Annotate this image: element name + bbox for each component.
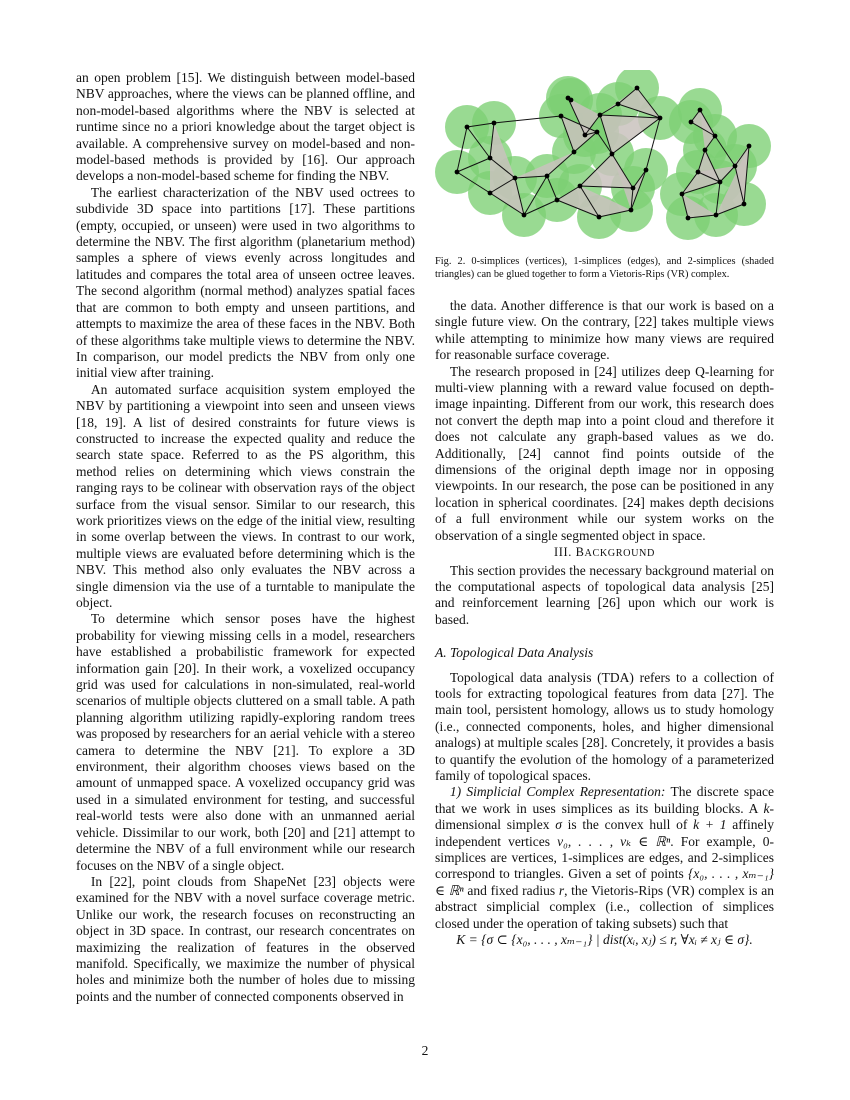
paragraph: Topological data analysis (TDA) refers to a collection of tools for extracting topological features from data [27]. The main tool, persistent homology, allows us to study homology (i.e., connected components, holes, and higher dimensional analogs) at multiple scales [28]. Concretely, it provides a basis to quantify the evolution of the homology of a parameterized family of topological spaces.	[435, 669, 774, 783]
zero-simplex-vertex	[492, 121, 497, 126]
zero-simplex-vertex	[598, 113, 603, 118]
zero-simplex-vertex	[742, 202, 747, 207]
zero-simplex-vertex	[597, 215, 602, 220]
zero-simplex-vertex	[559, 114, 564, 119]
zero-simplex-vertex	[595, 130, 600, 135]
zero-simplex-vertex	[714, 213, 719, 218]
paragraph	[435, 784, 774, 932]
figure-caption: Fig. 2. 0-simplices (vertices), 1-simplices (edges), and 2-simplices (shaded triangles) can be glued together to form a Vietoris-Rips (VR) complex.	[435, 256, 774, 280]
paragraph: An automated surface acquisition system employed the NBV by partitioning a viewpoint into seen and unseen views [18, 19]. A list of desired constraints for future views is constructed to increase the expected quality and reduce the search state space. Referred to as the PS algorithm, this method relies on determining which views constrain the ranging rays to be colinear with observation rays of the object surface from the visual sensor. Similar to our research, this work prioritizes views on the edge of the initial view, resulting in some overlap between the views. In contrast to our work, multiple views are evaluated before determining which is the NBV. This method also only evaluates the NBV across a single dimension via the use of a turntable to manipulate the object.	[76, 381, 415, 610]
text-run: is the convex hull of	[561, 817, 694, 833]
paragraph: In [22], point clouds from ShapeNet [23] objects were examined for the NBV with a novel surface coverage metric. Unlike our work, the research focuses on reconstructing an object in 3D space. In contrast, our research concentrates on maximizing the realization of features in the observed manifold. Specifically, we maximize the number of physical holes and minimize both the number of holes due to missing points and the number of connected components observed in	[76, 873, 415, 1004]
zero-simplex-vertex	[578, 184, 583, 189]
zero-simplex-vertex	[631, 186, 636, 191]
subsubsection-heading: 1) Simplicial Complex Representation:	[449, 784, 666, 800]
paragraph: the data. Another difference is that our work is based on a single future view. On the contrary, [22] takes multiple views while attempting to minimize how many views are required for reasonable surface coverage.	[435, 298, 774, 363]
text-run: . For example, 0-simplices are vertices, 1-simplices are edges, and 2-simplices correspond to triangles. Given a set of points	[435, 833, 774, 882]
figure-vr-complex	[435, 70, 774, 281]
zero-simplex-vertex	[555, 198, 560, 203]
zero-simplex-vertex	[686, 216, 691, 221]
zero-simplex-vertex	[522, 213, 527, 218]
math-k: k	[763, 800, 770, 816]
zero-simplex-vertex	[566, 96, 571, 101]
section-title-initial: B	[575, 545, 585, 560]
zero-simplex-vertex	[680, 192, 685, 197]
paragraph: The earliest characterization of the NBV used octrees to subdivide 3D space into partitions [17]. These partitions (empty, occupied, or unseen) were used in two algorithms to determine the NBV. The first algorithm (planetarium method) samples a sphere of views evenly across longitudes and latitudes and compares the total area of unseen octree leaves. The second algorithm (normal method) analyzes spatial faces that are common to both empty and unseen partitions, and attempts to maximize the area of these faces in the NBV. Both of these algorithms take multiple views to determine the NBV. In comparison, our model predicts the NBV from only one initial view after training.	[76, 184, 415, 381]
right-column	[435, 298, 774, 948]
text-run: The discrete space that we work in uses simplices as its building blocks. A	[435, 784, 774, 816]
zero-simplex-vertex	[629, 208, 634, 213]
left-column	[76, 70, 415, 1005]
section-title-rest: ACKGROUND	[584, 548, 655, 560]
zero-simplex-vertex	[513, 176, 518, 181]
zero-simplex-vertex	[465, 125, 470, 130]
zero-simplex-vertex	[658, 116, 663, 121]
paragraph: an open problem [15]. We distinguish between model-based NBV approaches, where the views can be planned offline, and non-model-based algorithms where the NBV is selected at runtime since no a priori knowledge about the target object is available. A comprehensive survey on model-based and non-model-based methods is provided by [16]. Our approach develops a non-model-based scheme for finding the NBV.	[76, 70, 415, 184]
math-sigma: σ	[555, 817, 562, 833]
vr-complex-diagram	[435, 70, 774, 250]
math-k-plus-1: k + 1	[693, 817, 727, 833]
zero-simplex-vertex	[696, 170, 701, 175]
math-point-set: {x₀, . . . , xₘ₋₁} ∈ ℝⁿ	[435, 866, 774, 898]
page-number: 2	[421, 1043, 429, 1058]
zero-simplex-vertex	[635, 86, 640, 91]
zero-simplex-vertex	[644, 168, 649, 173]
text-run: -dimensional simplex	[435, 800, 774, 833]
paragraph: This section provides the necessary background material on the computational aspects of topological data analysis [25] and reinforcement learning [26] upon which our work is based.	[435, 562, 774, 627]
zero-simplex-vertex	[455, 170, 460, 175]
zero-simplex-vertex	[733, 164, 738, 169]
text-run: and fixed radius	[463, 882, 559, 898]
zero-simplex-vertex	[488, 191, 493, 196]
zero-simplex-vertex	[747, 144, 752, 149]
zero-simplex-vertex	[689, 120, 694, 125]
subsection-heading: A. Topological Data Analysis	[435, 645, 594, 661]
zero-simplex-vertex	[610, 152, 615, 157]
math-r: r	[558, 882, 565, 898]
text-run: , the Vietoris-Rips (VR) complex is an abstract simplicial complex (i.e., collection of simplices closed under the operation of taking subsets) such that	[435, 882, 774, 931]
zero-simplex-vertex	[545, 174, 550, 179]
paragraph: The research proposed in [24] utilizes deep Q-learning for multi-view planning with a reward value focused on depth-image inpainting. Different from our work, this research does not convert the depth map into a point cloud and therefore it does not calculate any graph-based values as we do. Additionally, [24] cannot find points outside of the dimensions of the original depth image nor in opposing viewpoints. In our research, the pose can be positioned in any location in spherical coordinates. [24] makes depth decisions of a full environment while our system works on the observation of a single segmented object in space.	[435, 363, 774, 543]
zero-simplex-vertex	[572, 150, 577, 155]
zero-simplex-vertex	[616, 102, 621, 107]
equation-vr: K = {σ ⊂ {x₀, . . . , xₘ₋₁} | dist(xᵢ, xⱼ) ≤ r, ∀xᵢ ≠ xⱼ ∈ σ}.	[456, 932, 753, 948]
text-run: affinely independent vertices	[435, 817, 774, 849]
zero-simplex-vertex	[718, 180, 723, 185]
zero-simplex-vertex	[703, 148, 708, 153]
paragraph: To determine which sensor poses have the highest probability for viewing missing cells in a model, researchers have established a probabilistic framework for expected information gain [20]. In their work, a voxelized occupancy grid was used for calculations in non-simulated, real-world scenarios of multiple objects cluttered on a small table. A path planning algorithm utilizing rapidly-exploring random trees was proposed by researchers for an aerial vehicle with a stereo camera to determine the NBV [21]. To explore a 3D environment, their algorithm chooses views based on the amount of unmapped space. A voxelized occupancy grid was used in a simulated environment for testing, and successful real-world tests were also done with an unmanned aerial vehicle. Dissimilar to our work, both [20] and [21] attempt to determine the NBV of a full environment while our research focuses on the NBV of a single object.	[76, 611, 415, 873]
zero-simplex-vertex	[713, 134, 718, 139]
math-vertices: v₀, . . . , vₖ ∈ ℝⁿ	[557, 833, 671, 849]
zero-simplex-vertex	[583, 133, 588, 138]
zero-simplex-vertex	[698, 108, 703, 113]
zero-simplex-vertex	[488, 156, 493, 161]
section-numeral: III.	[554, 545, 572, 560]
section-heading	[435, 544, 774, 562]
